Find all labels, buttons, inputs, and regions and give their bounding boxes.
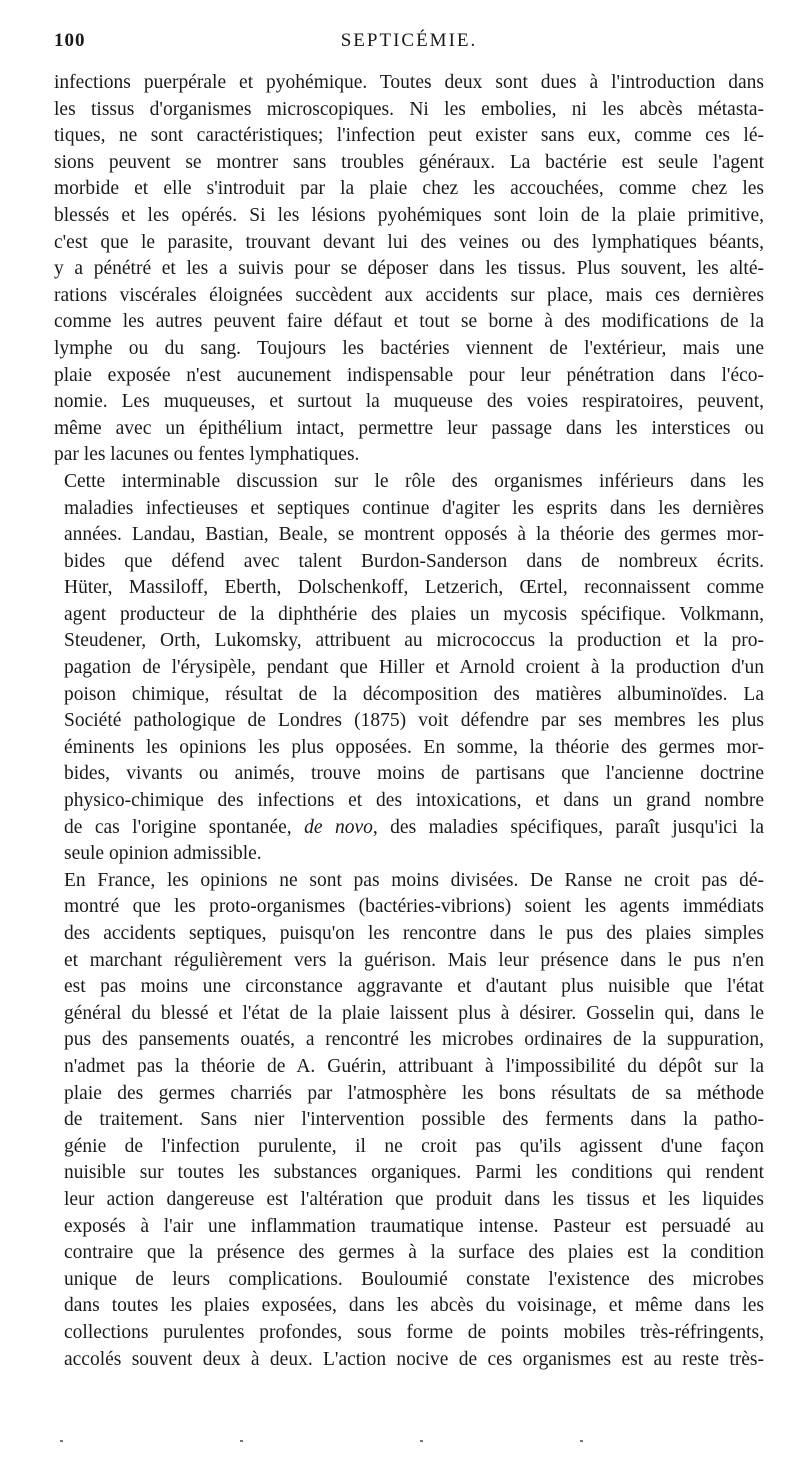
text-line: pus des pansements ouatés, a rencontré les microbes ordinaires de la suppuration, bbox=[64, 1029, 764, 1051]
page-number: 100 bbox=[54, 30, 86, 51]
text-line: bides, vivants ou animés, trouve moins de partisans que l'ancienne doctrine bbox=[64, 763, 764, 785]
text-line: des accidents septiques, puisqu'on les rencontre dans le pus des plaies simples bbox=[64, 923, 764, 944]
scan-speck bbox=[240, 1440, 243, 1442]
text-line: c'est que le parasite, trouvant devant lui des veines ou des lymphatiques béants, bbox=[54, 231, 764, 253]
text-line: physico-chimique des infections et des intoxications, et dans un grand nombre bbox=[64, 790, 764, 812]
text-line: Hüter, Massiloff, Eberth, Dolschenkoff, Letzerich, Œrtel, reconnaissent comme bbox=[64, 577, 764, 599]
paragraph-1 bbox=[54, 70, 764, 469]
text-line: Société pathologique de Londres (1875) voit défendre par ses membres les plus bbox=[64, 710, 764, 732]
text-line: unique de leurs complications. Bouloumié constate l'existence des microbes bbox=[64, 1268, 764, 1290]
text-line: exposés à l'air une inflammation traumatique intense. Pasteur est persuadé au bbox=[64, 1215, 764, 1237]
text-line: même avec un épithélium intact, permettre leur passage dans les interstices ou bbox=[54, 417, 764, 439]
scan-speck bbox=[60, 1440, 63, 1442]
text-line: agent producteur de la diphthérie des plaies un mycosis spécifique. Volkmann, bbox=[64, 603, 764, 625]
text-line: blessés et les opérés. Si les lésions pyohémiques sont loin de la plaie primitive, bbox=[54, 204, 764, 226]
text-line: tiques, ne sont caractéristiques; l'infection peut exister sans eux, comme ces lé- bbox=[54, 125, 764, 147]
text-line: pagation de l'érysipèle, pendant que Hiller et Arnold croient à la production d'un bbox=[64, 657, 764, 679]
text-line: plaie exposée n'est aucunement indispensable pour leur pénétration dans l'éco- bbox=[54, 364, 764, 386]
body-text bbox=[54, 70, 764, 1373]
text-line: dans toutes les plaies exposées, dans les abcès du voisinage, et même dans les bbox=[64, 1295, 764, 1317]
scan-marks bbox=[60, 1440, 740, 1446]
text-line: infections puerpérale et pyohémique. Toutes deux sont dues à l'introduction dans bbox=[54, 72, 764, 93]
text-line: comme les autres peuvent faire défaut et tout se borne à des modifications de la bbox=[54, 311, 764, 333]
text-line: général du blessé et l'état de la plaie laissent plus à désirer. Gosselin qui, dans le bbox=[64, 1002, 764, 1024]
running-title: SEPTICÉMIE. bbox=[340, 30, 478, 51]
text-line: nuisible sur toutes les substances organiques. Parmi les conditions qui rendent bbox=[64, 1162, 764, 1184]
text-line: morbide et elle s'introduit par la plaie chez les accouchées, comme chez les bbox=[54, 178, 764, 200]
text-line: leur action dangereuse est l'altération que produit dans les tissus et les liquides bbox=[64, 1188, 764, 1210]
text-line: génie de l'infection purulente, il ne croit pas qu'ils agissent d'une façon bbox=[64, 1135, 764, 1157]
text-line: de cas l'origine spontanée, de novo, des maladies spécifiques, paraît jusqu'ici la bbox=[64, 816, 764, 838]
scan-speck bbox=[580, 1440, 583, 1442]
text-line: et marchant régulièrement vers la guérison. Mais leur présence dans le pus n'en bbox=[64, 949, 764, 971]
text-line: contraire que la présence des germes à la surface des plaies est la condition bbox=[64, 1242, 764, 1264]
text-line: accolés souvent deux à deux. L'action nocive de ces organismes est au reste très- bbox=[64, 1348, 764, 1370]
text-line: plaie des germes charriés par l'atmosphère les bons résultats de sa méthode bbox=[64, 1082, 764, 1104]
text-line: seule opinion admissible. bbox=[64, 843, 262, 865]
text-line: En France, les opinions ne sont pas moins divisées. De Ranse ne croit pas dé- bbox=[64, 869, 764, 891]
paragraph-3 bbox=[54, 868, 764, 1373]
text-line: montré que les proto-organismes (bactéries-vibrions) soient les agents immédiats bbox=[64, 896, 764, 918]
scan-speck bbox=[420, 1440, 423, 1442]
running-head bbox=[54, 28, 764, 58]
text-line: est pas moins une circonstance aggravante et d'autant plus nuisible que l'état bbox=[64, 976, 764, 998]
text-line: éminents les opinions les plus opposées. En somme, la théorie des germes mor- bbox=[64, 736, 764, 758]
text-line: rations viscérales éloignées succèdent aux accidents sur place, mais ces dernières bbox=[54, 284, 764, 306]
text-line: de traitement. Sans nier l'intervention possible des ferments dans la patho- bbox=[64, 1109, 764, 1131]
text-line: nomie. Les muqueuses, et surtout la muqueuse des voies respiratoires, peuvent, bbox=[54, 391, 764, 413]
text-line: années. Landau, Bastian, Beale, se montrent opposés à la théorie des germes mor- bbox=[64, 524, 764, 546]
text-line: poison chimique, résultat de la décomposition des matières albuminoïdes. La bbox=[64, 683, 764, 705]
italic-phrase: de novo bbox=[304, 816, 373, 838]
paragraph-2 bbox=[54, 469, 764, 868]
text-line: sions peuvent se montrer sans troubles généraux. La bactérie est seule l'agent bbox=[54, 151, 764, 173]
text-line: les tissus d'organismes microscopiques. Ni les embolies, ni les abcès métasta- bbox=[54, 98, 764, 120]
text-line: y a pénétré et les a suivis pour se déposer dans les tissus. Plus souvent, les alté- bbox=[54, 258, 764, 280]
text-line: n'admet pas la théorie de A. Guérin, attribuant à l'impossibilité du dépôt sur la bbox=[64, 1055, 764, 1077]
text-line: maladies infectieuses et septiques continue d'agiter les esprits dans les dernières bbox=[64, 497, 764, 519]
text-line: par les lacunes ou fentes lymphatiques. bbox=[54, 444, 360, 466]
text-line: lymphe ou du sang. Toujours les bactéries viennent de l'extérieur, mais une bbox=[54, 337, 764, 359]
text-line: bides que défend avec talent Burdon-Sanderson dans de nombreux écrits. bbox=[64, 550, 764, 572]
text-line: Cette interminable discussion sur le rôle des organismes inférieurs dans les bbox=[64, 470, 764, 492]
text-line: collections purulentes profondes, sous forme de points mobiles très-réfringents, bbox=[64, 1321, 764, 1343]
text-line: Steudener, Orth, Lukomsky, attribuent au micrococcus la production et la pro- bbox=[64, 630, 764, 652]
